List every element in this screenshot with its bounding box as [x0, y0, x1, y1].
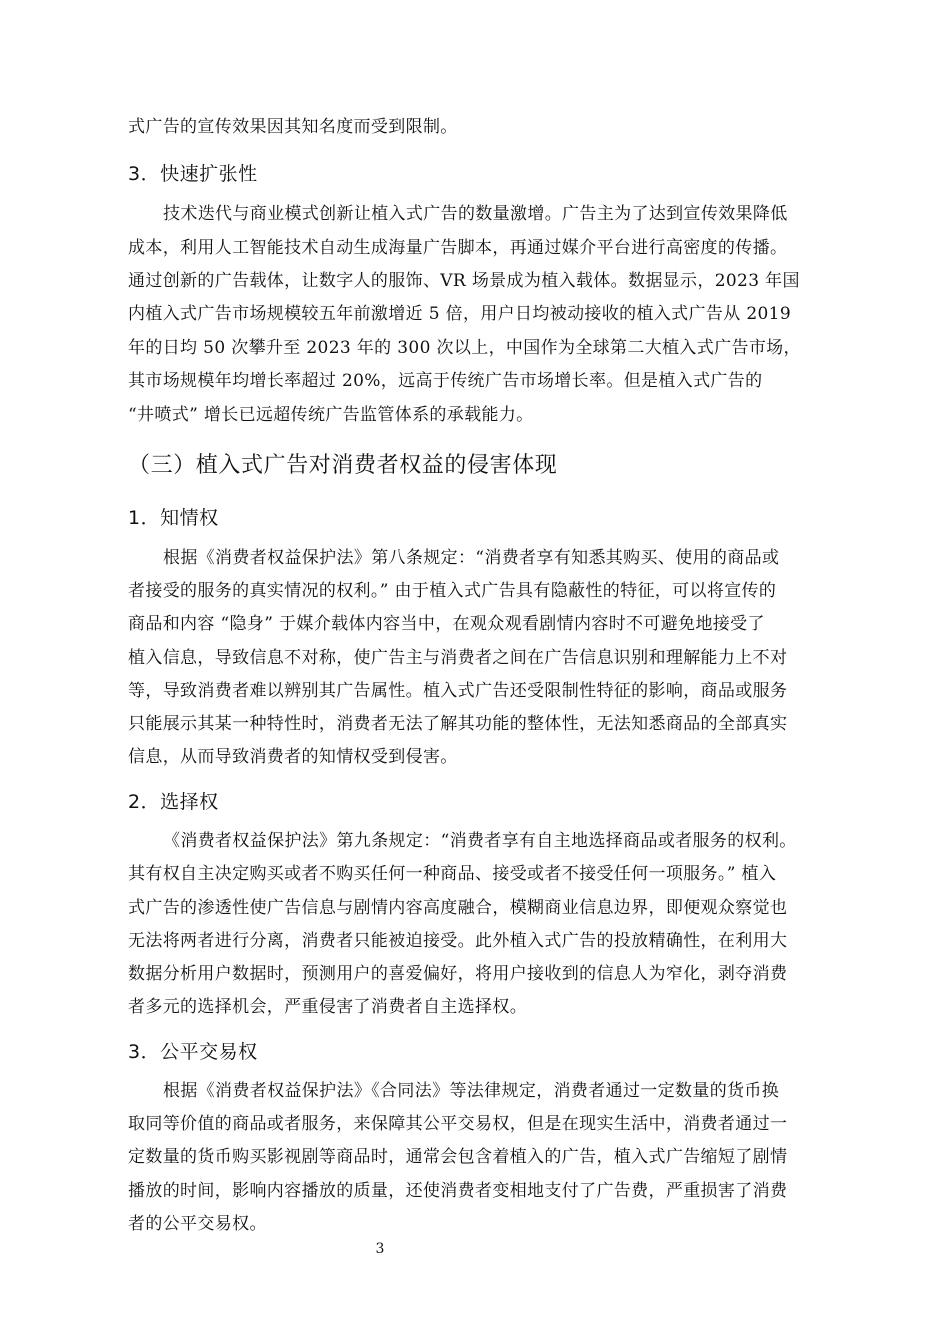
paragraph-line: “井喷式” 增长已远超传统广告监管体系的承载能力。: [128, 405, 534, 425]
paragraph-line: 定数量的货币购买影视剧等商品时，通常会包含着植入的广告，植入式广告缩短了剧情: [128, 1147, 788, 1167]
paragraph-line: 根据《消费者权益保护法》《合同法》等法律规定，消费者通过一定数量的货币换: [163, 1081, 780, 1101]
paragraph-line: 根据《消费者权益保护法》第八条规定：“消费者享有知悉其购买、使用的商品或: [163, 548, 780, 568]
paragraph-line: 者多元的选择机会，严重侵害了消费者自主选择权。: [128, 997, 528, 1017]
paragraph-line: 者接受的服务的真实情况的权利。” 由于植入式广告具有隐蔽性的特征，可以将宣传的: [128, 581, 777, 601]
paragraph-line: 年的日均 50 次攀升至 2023 年的 300 次以上，中国作为全球第二大植入式广告市场，: [128, 338, 801, 358]
paragraph-line: 等，导致消费者难以辨别其广告属性。植入式广告还受限制性特征的影响，商品或服务: [128, 681, 788, 701]
paragraph-line: 数据分析用户数据时，预测用户的喜爱偏好，将用户接收到的信息人为窄化，剥夺消费: [128, 964, 788, 984]
paragraph-line: 通过创新的广告载体，让数字人的服饰、VR 场景成为植入载体。数据显示，2023 年国: [128, 271, 800, 291]
paragraph-line: 其有权自主决定购买或者不购买任何一种商品、接受或者不接受任何一项服务。” 植入: [128, 864, 777, 884]
paragraph-line: 《消费者权益保护法》第九条规定：“消费者享有自主地选择商品或者服务的权利。: [163, 831, 797, 851]
paragraph-line: 者的公平交易权。: [128, 1214, 267, 1234]
paragraph-line: 取同等价值的商品或者服务，来保障其公平交易权，但是在现实生活中，消费者通过一: [128, 1114, 788, 1134]
paragraph-line: 成本，利用人工智能技术自动生成海量广告脚本，再通过媒介平台进行高密度的传播。: [128, 238, 788, 258]
paragraph-line: 信息，从而导致消费者的知情权受到侵害。: [128, 747, 458, 767]
paragraph-line: 植入信息，导致信息不对称，使广告主与消费者之间在广告信息识别和理解能力上不对: [128, 648, 788, 668]
paragraph-line: 只能展示其某一种特性时，消费者无法了解其功能的整体性，无法知悉商品的全部真实: [128, 714, 788, 734]
section-heading-consumer-rights: （三）植入式广告对消费者权益的侵害体现: [128, 453, 558, 478]
paragraph-line: 内植入式广告市场规模较五年前激增近 5 倍，用户日均被动接收的植入式广告从 2019: [128, 304, 791, 324]
paragraph-line: 无法将两者进行分离，消费者只能被迫接受。此外植入式广告的投放精确性，在利用大: [128, 931, 788, 951]
paragraph-line: 其市场规模年均增长率超过 20%，远高于传统广告市场增长率。但是植入式广告的: [128, 371, 763, 391]
page-number: 3: [375, 1241, 385, 1257]
paragraph-line: 播放的时间，影响内容播放的质量，还使消费者变相地支付了广告费，严重损害了消费: [128, 1181, 788, 1201]
paragraph-line: 技术迭代与商业模式创新让植入式广告的数量激增。广告主为了达到宣传效果降低: [163, 204, 788, 224]
paragraph-line: 式广告的渗透性使广告信息与剧情内容高度融合，模糊商业信息边界，即便观众察觉也: [128, 898, 788, 918]
section-heading-fair-trade: 3．公平交易权: [128, 1041, 258, 1063]
section-heading-right-to-know: 1．知情权: [128, 507, 219, 529]
section-heading-rapid-expansion: 3．快速扩张性: [128, 163, 258, 185]
section-heading-right-to-choose: 2．选择权: [128, 791, 219, 813]
paragraph-line: 商品和内容 “隐身” 于媒介载体内容当中，在观众观看剧情内容时不可避免地接受了: [128, 614, 765, 634]
paragraph-line: 式广告的宣传效果因其知名度而受到限制。: [128, 117, 458, 137]
